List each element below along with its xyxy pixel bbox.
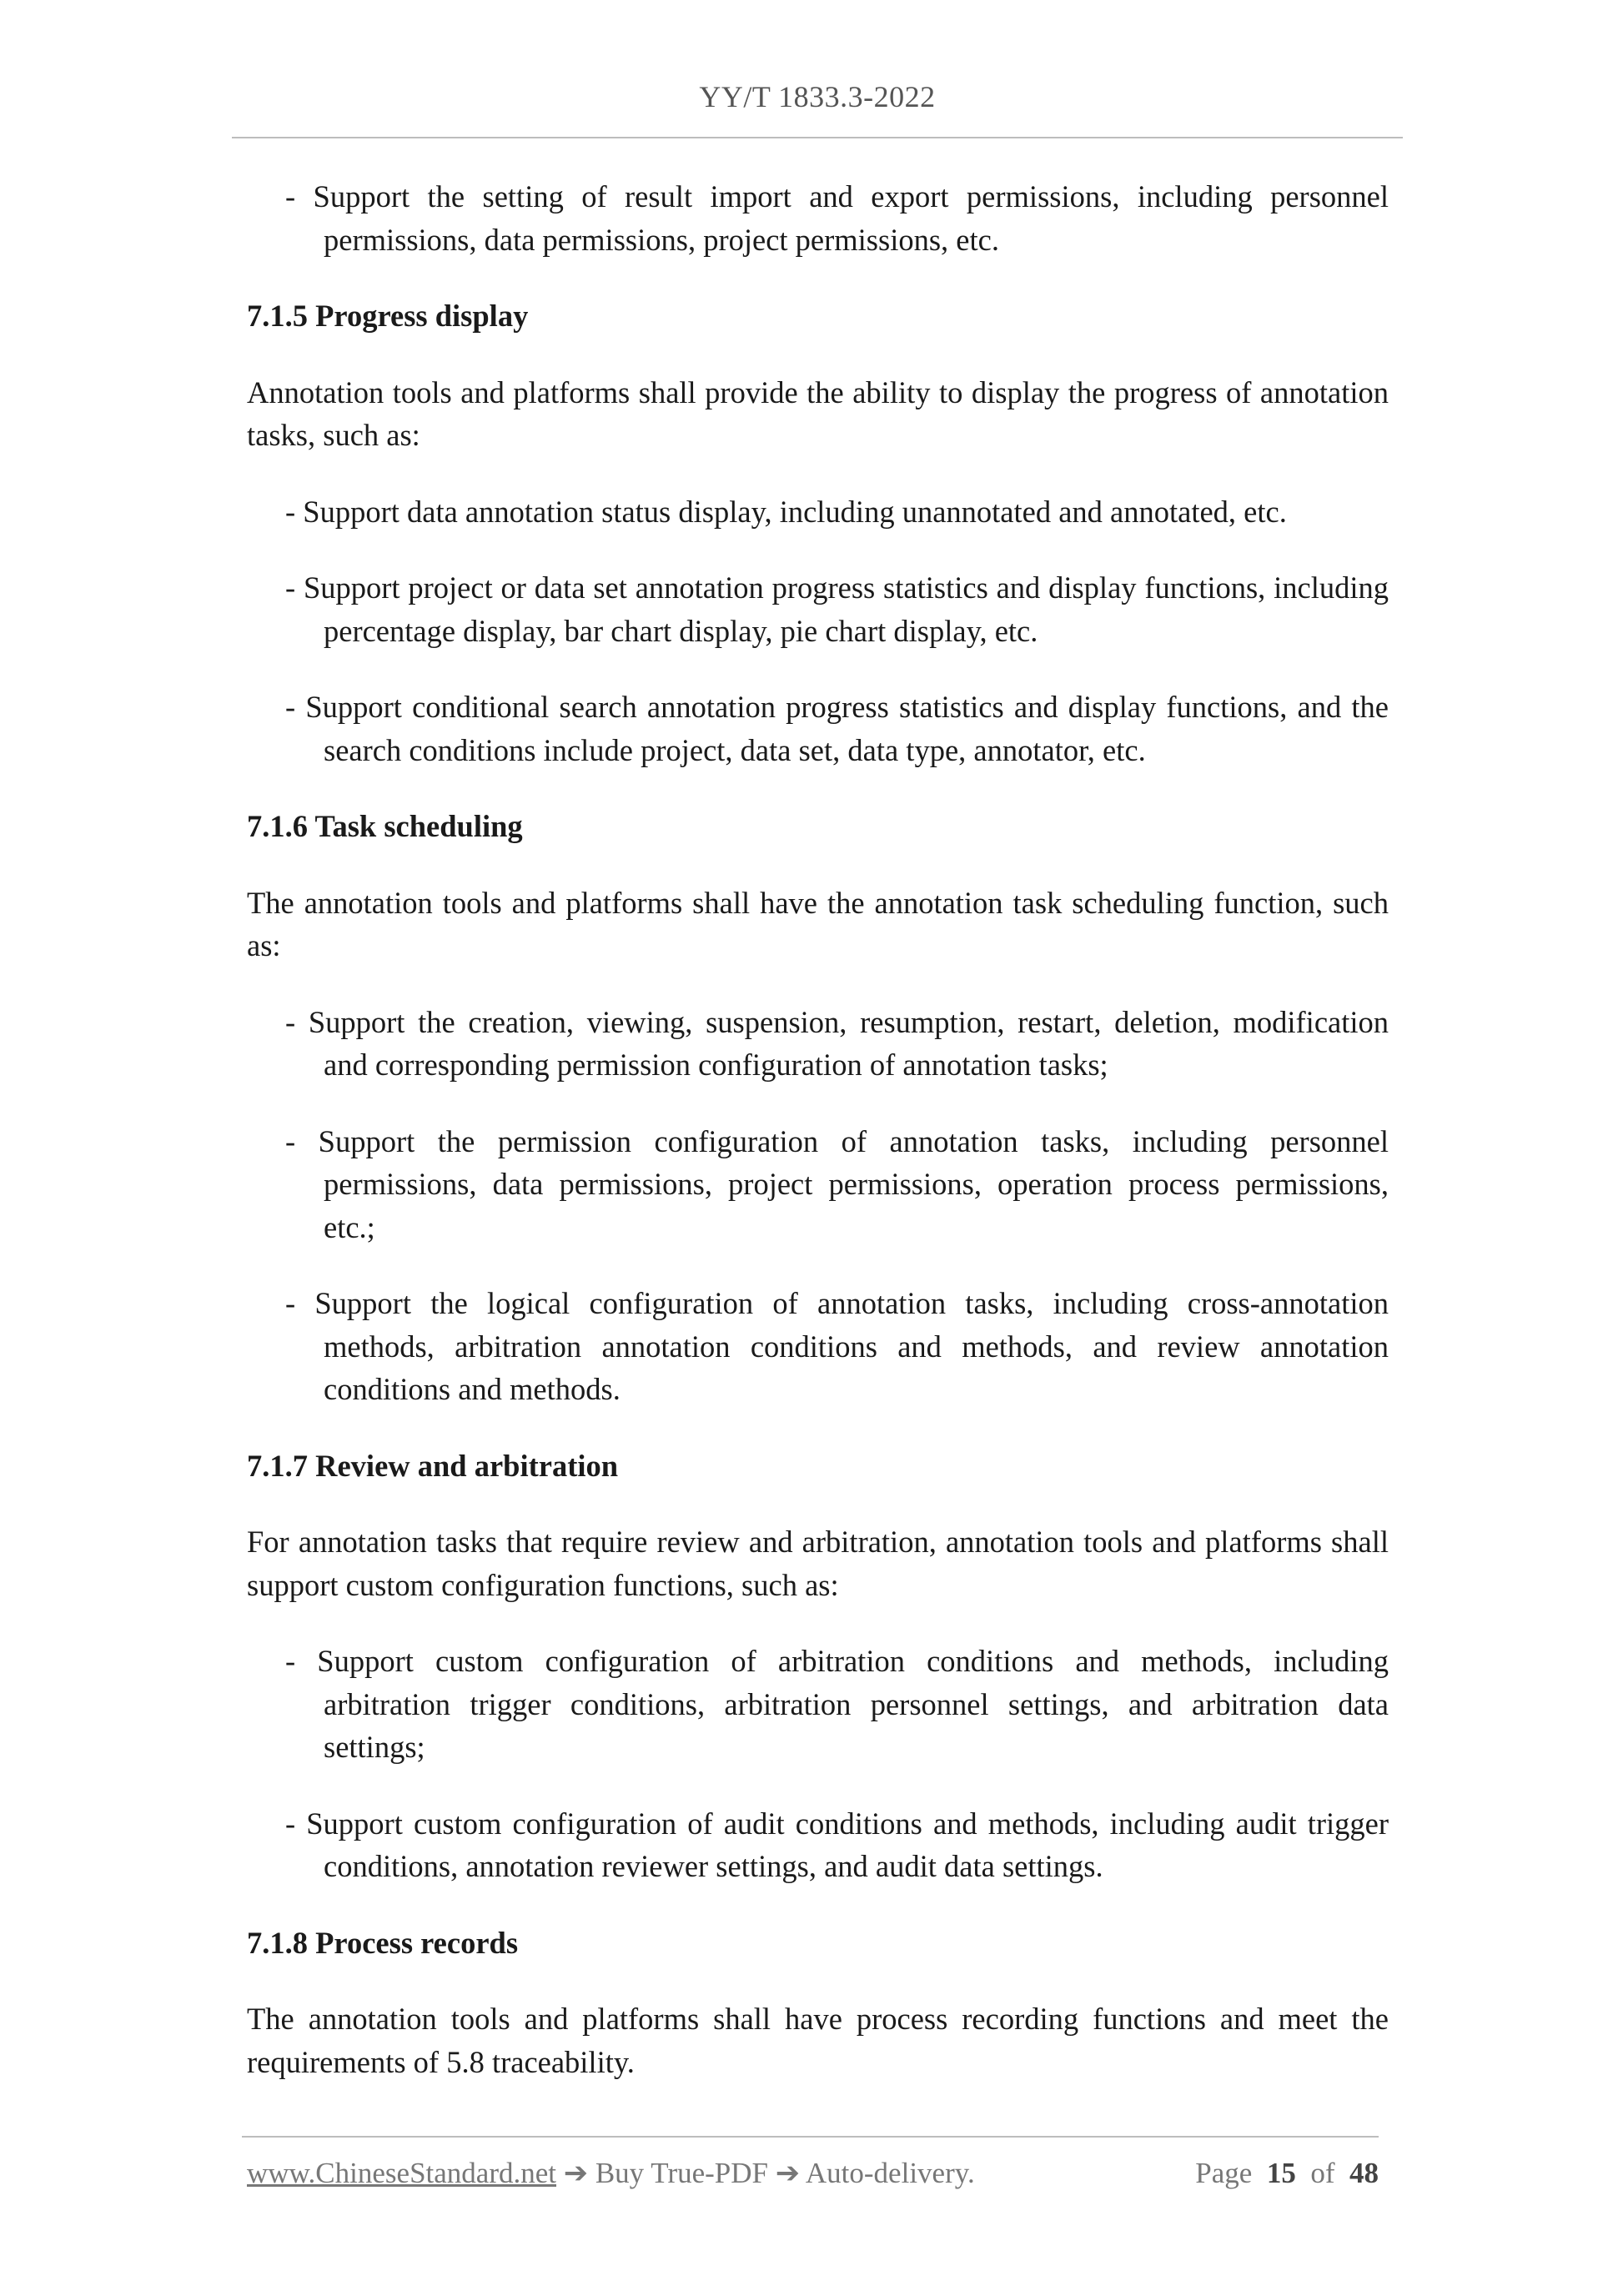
list-item: - Support data annotation status display, including unannotated and annotated, etc. (285, 494, 1287, 529)
list-item: - Support the permission configuration of annotation tasks, including personnel permissions, data permissions, project permissions, operation process permissions, etc.; (285, 1123, 1389, 1244)
list-item: - Support conditional search annotation progress statistics and display functions, and the search conditions include project, data set, data type, annotator, etc. (285, 690, 1389, 767)
section-heading-7-1-6: 7.1.6 Task scheduling (247, 809, 523, 843)
section-heading-7-1-7: 7.1.7 Review and arbitration (247, 1448, 619, 1483)
paragraph: Annotation tools and platforms shall provide the ability to display the progress of annotation tasks, such as: (247, 374, 1389, 452)
page-indicator (1195, 2157, 1379, 2190)
arrow-right-icon: ➔ (775, 2157, 801, 2189)
auto-delivery-text: Auto-delivery. (805, 2157, 975, 2189)
buy-true-pdf-text: Buy True-PDF (595, 2157, 768, 2189)
list-item: - Support project or data set annotation progress statistics and display functions, including percentage display, bar chart display, pie chart display, etc. (285, 570, 1389, 648)
paragraph: The annotation tools and platforms shall have the annotation task scheduling function, such as: (247, 885, 1389, 962)
footer-promo (247, 2157, 975, 2190)
page-total: 48 (1349, 2157, 1379, 2189)
page-footer (247, 2157, 1379, 2190)
page-current: 15 (1266, 2157, 1296, 2189)
paragraph: For annotation tasks that require review and arbitration, annotation tools and platforms shall support custom configuration functions, such as: (247, 1525, 1389, 1602)
list-item: - Support the creation, viewing, suspension, resumption, restart, deletion, modification and corresponding permission configuration of annotation tasks; (285, 1004, 1389, 1082)
site-link[interactable]: www.ChineseStandard.net (247, 2157, 556, 2189)
arrow-right-icon: ➔ (563, 2157, 589, 2189)
section-heading-7-1-5: 7.1.5 Progress display (247, 299, 529, 333)
footer-divider (242, 2136, 1379, 2138)
page-of-label: of (1310, 2157, 1335, 2189)
paragraph: The annotation tools and platforms shall have process recording functions and meet the requirements of 5.8 traceability. (247, 2002, 1389, 2079)
list-item: - Support the setting of result import and export permissions, including personnel permissions, data permissions, project permissions, etc. (285, 179, 1389, 257)
list-item: - Support the logical configuration of annotation tasks, including cross-annotation methods, arbitration annotation conditions and methods, and review annotation conditions and methods. (285, 1286, 1389, 1406)
page-label: Page (1195, 2157, 1253, 2189)
section-heading-7-1-8: 7.1.8 Process records (247, 1925, 519, 1960)
header-divider (232, 137, 1403, 138)
list-item: - Support custom configuration of arbitration conditions and methods, including arbitration trigger conditions, arbitration personnel settings, and arbitration data settings; (285, 1644, 1389, 1764)
document-header: YY/T 1833.3-2022 (699, 80, 936, 113)
document-body (247, 175, 1389, 2117)
list-item: - Support custom configuration of audit conditions and methods, including audit trigger conditions, annotation reviewer settings, and audit data settings. (285, 1806, 1389, 1883)
